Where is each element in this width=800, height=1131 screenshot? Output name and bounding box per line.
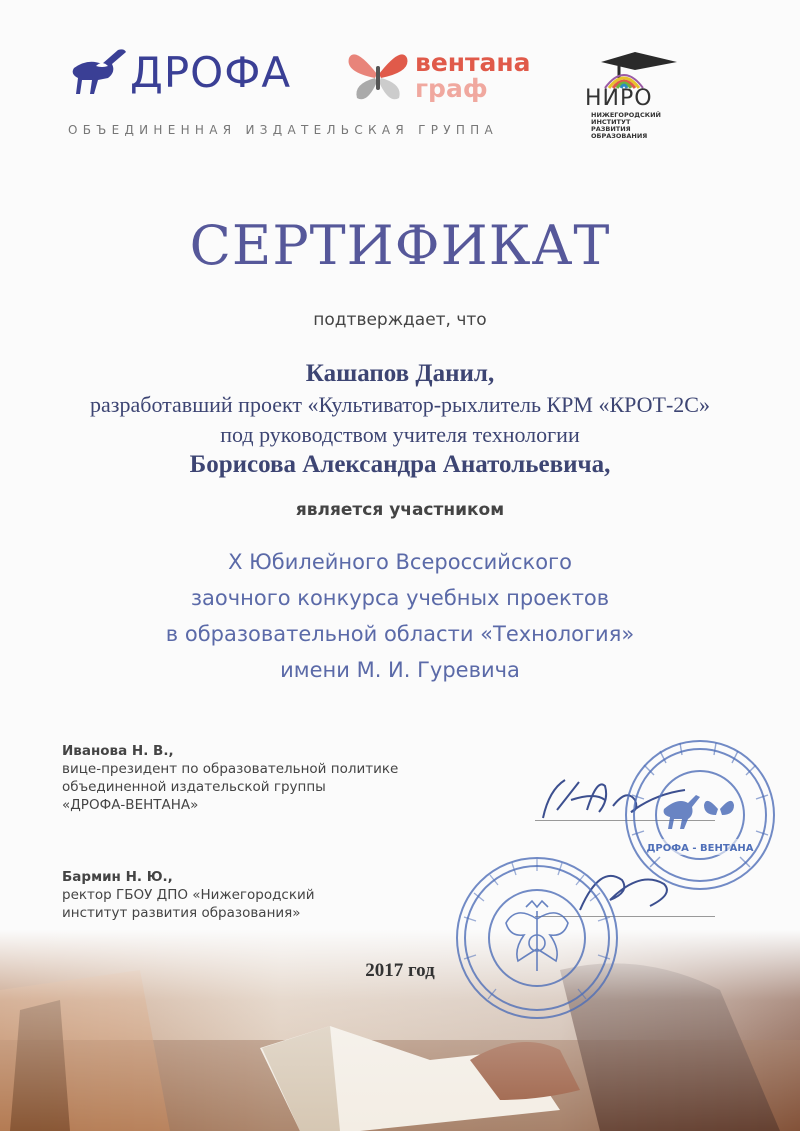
signatory-2 — [62, 868, 315, 922]
signatory-name: Иванова Н. В., — [62, 743, 174, 759]
supervision-text: под руководством учителя технологии — [220, 422, 580, 447]
niro-subtitle-line: НИЖЕГОРОДСКИЙ — [591, 111, 661, 119]
contest-line: заочного конкурса учебных проектов — [190, 586, 610, 610]
niro-subtitle-line: ИНСТИТУТ — [591, 118, 631, 126]
niro-subtitle-line: ОБРАЗОВАНИЯ — [591, 132, 648, 140]
niro-official-stamp — [452, 853, 622, 1023]
signatory-role-line: ректор ГБОУ ДПО «Нижегородский — [62, 887, 315, 903]
ventana-wordmark: вентана — [415, 48, 531, 77]
signatory-role-line: институт развития образования» — [62, 905, 301, 921]
drofa-bird-icon — [68, 46, 130, 104]
drofa-wordmark: ДРОФА — [130, 48, 292, 97]
drofa-ventana-stamp — [620, 735, 780, 895]
certificate-year: 2017 год — [365, 960, 435, 981]
participant-text: является участником — [295, 500, 505, 520]
teacher-name: Борисова Александра Анатольевича, — [189, 451, 611, 478]
drofa-logo — [68, 46, 298, 106]
confirms-text: подтверждает, что — [313, 310, 487, 330]
niro-wordmark: НИРО — [585, 86, 653, 111]
signatory-role-line: объединенной издательской группы — [62, 779, 326, 795]
signatory-name: Бармин Н. Ю., — [62, 869, 173, 885]
signatory-1 — [62, 742, 398, 814]
contest-line: X Юбилейного Всероссийского — [228, 550, 572, 574]
contest-line: в образовательной области «Технология» — [165, 622, 635, 646]
signatory-role-line: «ДРОФА-ВЕНТАНА» — [62, 797, 199, 813]
project-text: разработавший проект «Культиватор-рыхлитель КРМ «КРОТ-2С» — [90, 392, 710, 417]
contest-description — [0, 544, 800, 688]
niro-subtitle-line: РАЗВИТИЯ — [591, 125, 631, 133]
publishing-group-caption: ОБЪЕДИНЕННАЯ ИЗДАТЕЛЬСКАЯ ГРУППА — [68, 123, 499, 137]
contest-line: имени М. И. Гуревича — [280, 658, 520, 682]
ventana-butterfly-icon — [345, 44, 411, 106]
recipient-name: Кашапов Данил, — [305, 360, 495, 387]
graduation-cap-icon — [579, 50, 689, 90]
signatory-role-line: вице-президент по образовательной политике — [62, 761, 399, 777]
stamp-text: ДРОФА - ВЕНТАНА — [646, 843, 754, 854]
graf-wordmark: граф — [415, 74, 488, 103]
ventana-graf-logo — [345, 44, 555, 108]
niro-logo — [585, 50, 705, 150]
niro-subtitle — [591, 112, 661, 140]
certificate-title: СЕРТИФИКАТ — [189, 214, 611, 277]
